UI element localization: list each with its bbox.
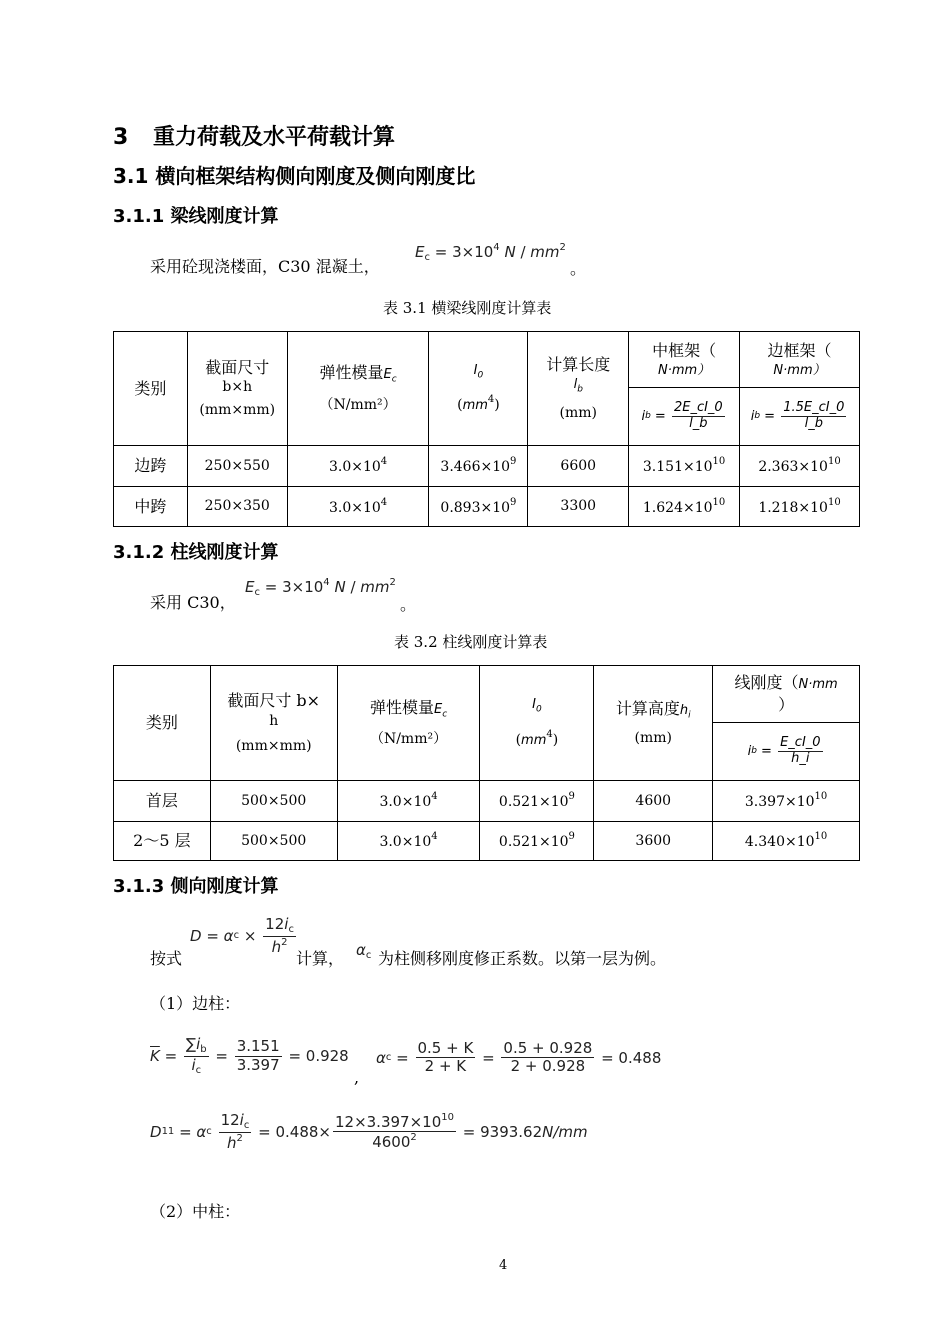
- table-row: 中跨 250×350 $3.0\times 10^4$ $0.893\times 10^9$ 3300 $1.624\times 10^{10}$ $1.218\times 10^{10}$: [114, 487, 860, 527]
- column-paragraph-text: 采用 C30，: [150, 593, 236, 612]
- table-row: 首层 500×500 $3.0\times 10^4$ $0.521\times 10^9$ 4600 $3.397\times 10^{10}$: [114, 781, 860, 822]
- section-heading: 3.1 横向框架结构侧向刚度及侧向刚度比: [113, 164, 476, 188]
- beam-stiffness-table: [113, 331, 860, 527]
- table-row: 边跨 250×550 $3.0\times 10^4$ $3.466\times 10^9$ 6600 $3.151\times 10^{10}$ $2.363\times 10^{10}$: [114, 446, 860, 487]
- middle-column-item: （2）中柱：: [150, 1202, 241, 1221]
- table1-header-mid-frame: 中框架（ N·mm）: [629, 332, 740, 388]
- table1-header-category: 类别: [114, 332, 188, 446]
- chapter-heading: [113, 120, 395, 151]
- table2-header-stiffness: 线刚度（N·mm ）: [713, 666, 860, 723]
- beam-paragraph-text: 采用砼现浇楼面，C30 混凝土，: [150, 257, 380, 276]
- beam-paragraph: [150, 254, 380, 277]
- table1-header-modulus: 弹性模量$E_c$ （N/mm²）: [287, 332, 429, 446]
- table2-header-category: 类别: [114, 666, 211, 781]
- table2-header-section: 截面尺寸 b× h (mm×mm): [210, 666, 337, 781]
- table1-header-section: 截面尺寸 b×h (mm×mm): [187, 332, 287, 446]
- column-paragraph-end: 。: [400, 595, 417, 614]
- d-formula: D = α c × $\frac{12i_c}{h^2}$: [190, 915, 294, 956]
- lateral-suffix: 为柱侧移刚度修正系数。以第一层为例。: [378, 949, 667, 968]
- d11-formula: D 11 = α c $\frac{12i_c}{h^2}$ = 0.488× $\frac{12\times 3.397\times 10^{10}}{4600^2}$ = 9393.62 N/mm: [150, 1111, 588, 1152]
- subsection-heading-beam: 3.1.1 梁线刚度计算: [113, 206, 279, 227]
- beam-paragraph-end: 。: [570, 259, 587, 278]
- table1-header-length: 计算长度 $l_b$ (mm): [528, 332, 629, 446]
- subsection-heading-lateral: 3.1.3 侧向刚度计算: [113, 876, 279, 897]
- table1-caption: 表 3.1 横梁线刚度计算表: [383, 299, 552, 317]
- table2-header-height: 计算高度$h_i$ (mm): [594, 666, 713, 781]
- column-modulus-formula: $E_c = 3\times 10^4$ N / $mm^2$: [245, 577, 396, 598]
- alpha-formula: α c = $\frac{0.5 + K}{2 + K}$ = $\frac{0.5 + 0.928}{2 + 0.928}$ = 0.488: [376, 1039, 662, 1076]
- edge-column-item: （1）边柱：: [150, 994, 241, 1013]
- chapter-title: 重力荷载及水平荷载计算: [153, 125, 396, 150]
- table1-formula-mid: i b = $\frac{2E\_cI\_0}{l\_b}$: [629, 388, 740, 446]
- table1-header-edge-frame: 边框架（ N·mm）: [740, 332, 860, 388]
- table1-formula-edge: i b = $\frac{1.5E\_cI\_0}{l\_b}$: [740, 388, 860, 446]
- subsection-heading-column: 3.1.2 柱线刚度计算: [113, 542, 279, 563]
- page-number: 4: [499, 1258, 508, 1273]
- lateral-prefix: 按式: [150, 949, 183, 968]
- table2-header-i0: $I_0$ $(mm^4)$: [480, 666, 594, 781]
- beam-modulus-formula: $E_c = 3\times 10^4$ N / $mm^2$: [415, 242, 566, 263]
- table2-caption: 表 3.2 柱线刚度计算表: [394, 633, 548, 651]
- k-formula: $\overline{K}$ = $\frac{\sum i_b}{i_c}$ = $\frac{3.151}{3.397}$ = 0.928: [150, 1035, 349, 1076]
- alpha-symbol: $\alpha_c$: [356, 941, 372, 961]
- table2-formula: i b = $\frac{E\_cI\_0}{h\_i}$: [713, 723, 860, 781]
- table-row: 2～5 层 500×500 $3.0\times 10^4$ $0.521\times 10^9$ 3600 $4.340\times 10^{10}$: [114, 822, 860, 861]
- chapter-number: 3: [113, 125, 129, 150]
- table2-header-modulus: 弹性模量$E_c$ （N/mm²）: [337, 666, 480, 781]
- lateral-middle: 计算，: [296, 949, 345, 968]
- column-stiffness-table: [113, 665, 860, 861]
- table1-header-i0: $I_0$ $(mm^4)$: [429, 332, 528, 446]
- formula-comma: ,: [354, 1068, 360, 1087]
